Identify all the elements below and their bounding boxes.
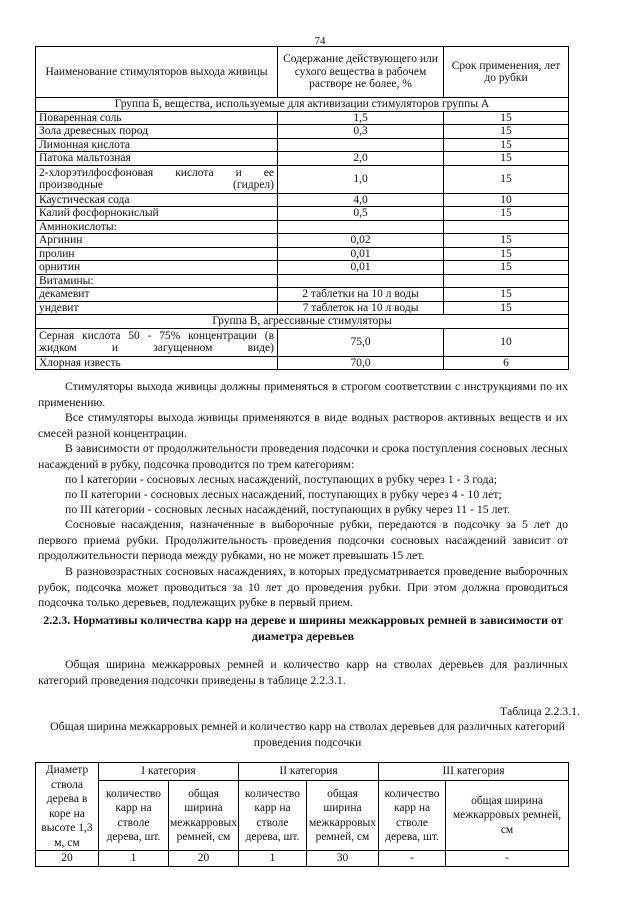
paragraph: Сосновые насаждения, назначенные в выборочные рубки, передаются в подсочку за 5 лет до первого приема рубки. Продолжительность проведения подсочки сосновых насаждений зависит от продолжительности периода между рубками, но не может превышать 15 лет.: [38, 517, 568, 562]
stimulator-name: орнитин: [36, 261, 278, 275]
stimulator-name: Витамины:: [36, 274, 278, 288]
stimulator-term: 15: [444, 261, 569, 275]
group-b-rows: [36, 111, 569, 315]
table-row: [36, 165, 569, 193]
header-name: Наименование стимуляторов выхода живицы: [36, 47, 278, 98]
stimulator-term: 15: [444, 301, 569, 315]
stimulator-name: Хлорная известь: [36, 356, 278, 370]
stimulator-name: Серная кислота 50 - 75% концентрации (в жидком и загущенном виде): [36, 328, 278, 356]
stimulator-term: 10: [444, 328, 569, 356]
table-row: [36, 356, 569, 370]
table-cell: 20: [169, 851, 239, 867]
stimulator-term: 15: [444, 138, 569, 152]
stimulator-content: 70,0: [278, 356, 444, 370]
karr-table: [35, 762, 569, 867]
table-row: [36, 207, 569, 221]
stimulator-term: [444, 220, 569, 234]
stimulator-name: Лимонная кислота: [36, 138, 278, 152]
stimulator-term: 15: [444, 125, 569, 139]
stimulator-content: [278, 138, 444, 152]
stimulator-content: 1,0: [278, 165, 444, 193]
stimulator-name: 2-хлорэтилфосфоновая кислота и ее производные (гидрел): [36, 165, 278, 193]
stimulator-name: Аргинин: [36, 234, 278, 248]
width-subheader: общая ширина межкарровых ремней, см: [307, 781, 379, 851]
page-number: 74: [314, 35, 326, 47]
stimulator-term: 6: [444, 356, 569, 370]
stimulator-content: 2,0: [278, 152, 444, 166]
stimulator-name: Зола древесных пород: [36, 125, 278, 139]
stimulator-content: 0,5: [278, 207, 444, 221]
stimulator-term: [444, 274, 569, 288]
stimulator-term: 15: [444, 234, 569, 248]
paragraph: по I категории - сосновых лесных насаждений, поступающих в рубку через 1 - 3 года;: [65, 472, 497, 486]
table-cell: -: [446, 851, 569, 867]
group-v-rows: [36, 328, 569, 370]
stimulator-term: 15: [444, 247, 569, 261]
group-b-row: Группа Б, вещества, используемые для активизации стимуляторов группы А: [36, 98, 569, 112]
stimulator-name: Калий фосфорнокислый: [36, 207, 278, 221]
table-row: [36, 328, 569, 356]
table-row: [36, 138, 569, 152]
stimulator-name: Аминокислоты:: [36, 220, 278, 234]
table-row: [36, 193, 569, 207]
table-title: Общая ширина межкарровых ремней и количество карр на стволах деревьев для различных категорий проведения подсочки: [50, 719, 565, 749]
table-cell: 30: [307, 851, 379, 867]
stimulator-content: 0,3: [278, 125, 444, 139]
stimulator-content: 4,0: [278, 193, 444, 207]
stimulator-name: Патока мальтозная: [36, 152, 278, 166]
count-subheader: количество карр на стволе дерева, шт.: [239, 781, 307, 851]
stimulator-name: декамевит: [36, 288, 278, 302]
header-term: Срок применения, лет до рубки: [444, 47, 569, 98]
width-subheader: общая ширина межкарровых ремней, см: [169, 781, 239, 851]
stimulator-content: 75,0: [278, 328, 444, 356]
header-content: Содержание действующего или сухого вещества в рабочем растворе не более, %: [278, 47, 444, 98]
diameter-header: Диаметр ствола дерева в коре на высоте 1,3 м, см: [36, 763, 99, 851]
paragraph: по III категории - сосновых лесных насаждений, поступающих в рубку через 11 - 15 лет.: [65, 502, 510, 516]
category-2-header: II категория: [239, 763, 379, 781]
paragraph: Все стимуляторы выхода живицы применяются в виде водных растворов активных веществ и их смесей разной концентрации.: [38, 410, 568, 440]
stimulator-content: 2 таблетки на 10 л воды: [278, 288, 444, 302]
table-row: [36, 301, 569, 315]
category-1-header: I категория: [99, 763, 239, 781]
table-row: [36, 111, 569, 125]
stimulator-content: [278, 274, 444, 288]
stimulator-name: пролин: [36, 247, 278, 261]
table-cell: 1: [239, 851, 307, 867]
table-cell: 1: [99, 851, 169, 867]
table-row: [36, 234, 569, 248]
stimulator-term: 15: [444, 165, 569, 193]
stimulator-term: 15: [444, 152, 569, 166]
table-caption: Таблица 2.2.3.1.: [500, 704, 580, 718]
stimulator-term: 10: [444, 193, 569, 207]
count-subheader: количество карр на стволе дерева, шт.: [379, 781, 446, 851]
stimulator-content: 1,5: [278, 111, 444, 125]
section-heading: 2.2.3. Нормативы количества карр на дереве и ширины межкарровых ремней в зависимости от диаметра деревьев: [43, 613, 563, 643]
section-text: Общая ширина межкарровых ремней и количество карр на стволах деревьев для различных категорий проведения подсочки приведены в таблице 2.2.3.1.: [38, 657, 568, 687]
table-row: [36, 125, 569, 139]
category-3-header: III категория: [379, 763, 569, 781]
table-row: [36, 274, 569, 288]
paragraph: В зависимости от продолжительности проведения подсочки и срока поступления сосновых лесных насаждений в рубку, подсочка проводится по трем категориям:: [38, 441, 568, 471]
paragraph: по II категории - сосновых лесных насаждений, поступающих в рубку через 4 - 10 лет;: [65, 487, 502, 501]
stimulator-name: Каустическая сода: [36, 193, 278, 207]
table-row: [36, 261, 569, 275]
stimulator-content: 0,01: [278, 261, 444, 275]
stimulator-name: ундевит: [36, 301, 278, 315]
stimulator-content: [278, 220, 444, 234]
table-cell: 20: [36, 851, 99, 867]
stimulators-table: [35, 46, 569, 370]
stimulator-content: 0,02: [278, 234, 444, 248]
stimulator-name: Поваренная соль: [36, 111, 278, 125]
table-row: [36, 247, 569, 261]
table-cell: -: [379, 851, 446, 867]
table-row: [36, 288, 569, 302]
stimulator-content: 0,01: [278, 247, 444, 261]
stimulator-term: 15: [444, 207, 569, 221]
count-subheader: количество карр на стволе дерева, шт.: [99, 781, 169, 851]
paragraph: В разновозрастных сосновых насаждениях, в которых предусматривается проведение выборочных рубок, подсочка может проводиться за 10 лет до проведения рубки. При этом должна проводиться подсочка только деревьев, подлежащих рубке в первый прием.: [38, 564, 568, 609]
width-subheader: общая ширина межкарровых ремней, см: [446, 781, 569, 851]
stimulator-term: 15: [444, 111, 569, 125]
paragraph: Стимуляторы выхода живицы должны применяться в строгом соответствии с инструкциями по их применению.: [38, 379, 568, 409]
table-row: [36, 152, 569, 166]
table-row: [36, 220, 569, 234]
group-v-row: Группа В, агрессивные стимуляторы: [36, 315, 569, 329]
stimulator-term: 15: [444, 288, 569, 302]
stimulator-content: 7 таблеток на 10 л воды: [278, 301, 444, 315]
